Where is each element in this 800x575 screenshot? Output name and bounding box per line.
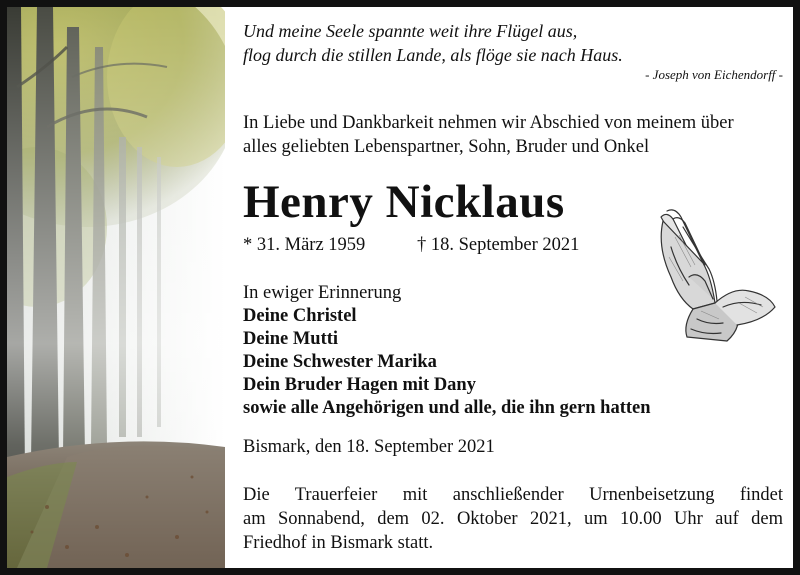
poem-quote bbox=[243, 19, 623, 67]
misty-forest-path-image bbox=[7, 7, 225, 568]
praying-hands-icon bbox=[653, 207, 778, 342]
mourner-line: sowie alle Angehörigen und alle, die ihn gern hatten bbox=[243, 398, 651, 418]
poem-line: flog durch die stillen Lande, als flöge sie nach Haus. bbox=[243, 45, 623, 65]
obituary-card bbox=[7, 7, 793, 568]
mourner-line: Deine Schwester Marika bbox=[243, 352, 437, 372]
intro-line: alles geliebten Lebenspartner, Sohn, Bruder und Onkel bbox=[243, 137, 650, 157]
mourners-heading: In ewiger Erinnerung bbox=[243, 283, 402, 303]
ceremony-line: Die Trauerfeier mit anschließender Urnenbeisetzung findet bbox=[243, 485, 783, 505]
death-date: † 18. September 2021 bbox=[417, 235, 580, 255]
mourners-list bbox=[243, 282, 651, 420]
ceremony-line: Friedhof in Bismark statt. bbox=[243, 533, 434, 553]
farewell-intro bbox=[243, 111, 783, 159]
poem-author: - Joseph von Eichendorff - bbox=[645, 67, 783, 82]
deceased-name: Henry Nicklaus bbox=[243, 176, 565, 228]
place-and-date: Bismark, den 18. September 2021 bbox=[243, 437, 495, 457]
birth-date: * 31. März 1959 bbox=[243, 235, 366, 255]
funeral-ceremony-info bbox=[243, 483, 783, 555]
mourner-line: Deine Mutti bbox=[243, 329, 339, 349]
mourner-line: Deine Christel bbox=[243, 306, 357, 326]
mourner-line: Dein Bruder Hagen mit Dany bbox=[243, 375, 476, 395]
intro-line: In Liebe und Dankbarkeit nehmen wir Abschied von meinem über bbox=[243, 113, 734, 133]
ceremony-line: am Sonnabend, dem 02. Oktober 2021, um 10.00 Uhr auf dem bbox=[243, 509, 783, 529]
poem-line: Und meine Seele spannte weit ihre Flügel aus, bbox=[243, 21, 578, 41]
